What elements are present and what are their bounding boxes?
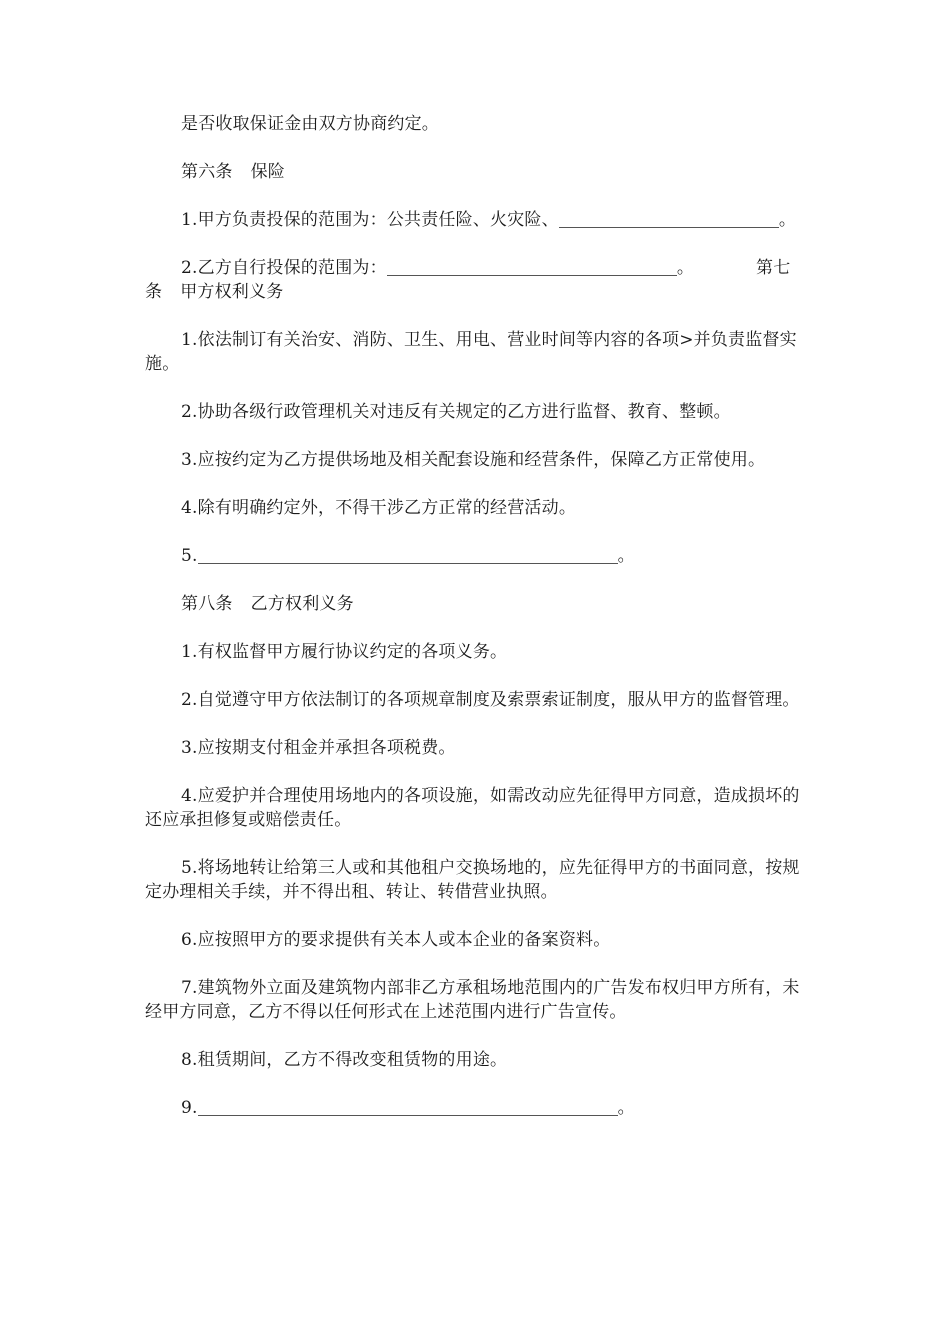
- article-7-item-1: 1.依法制订有关治安、消防、卫生、用电、营业时间等内容的各项>并负责监督实施。: [145, 330, 797, 374]
- article-8-item-7: 7.建筑物外立面及建筑物内部非乙方承租场地范围内的广告发布权归甲方所有，未经甲方同意，乙方不得以任何形式在上述范围内进行广告宣传。: [145, 978, 800, 1022]
- article-8-item-9-number: 9.: [181, 1098, 198, 1118]
- article-7-number-a: 第七: [756, 258, 791, 278]
- article-6-name: 保险: [250, 162, 286, 182]
- article-8-item-6: 6.应按照甲方的要求提供有关本人或本企业的备案资料。: [181, 930, 611, 950]
- article-7-item-5-end: 。: [617, 546, 635, 566]
- article-8-item-1: 1.有权监督甲方履行协议约定的各项义务。: [181, 642, 508, 662]
- article-8-item-5: 5.将场地转让给第三人或和其他租户交换场地的，应先征得甲方的书面同意，按规定办理相关手续，并不得出租、转让、转借营业执照。: [145, 858, 800, 902]
- article-7-item-4: 4.除有明确约定外，不得干涉乙方正常的经营活动。: [181, 498, 577, 518]
- article-7-item-5-number: 5.: [181, 546, 198, 566]
- article-6-item-2-text: 2.乙方自行投保的范围为：: [181, 258, 387, 278]
- article-8-item-2: 2.自觉遵守甲方依法制订的各项规章制度及索票索证制度，服从甲方的监督管理。: [181, 690, 800, 710]
- article-8-number: 第八条: [181, 594, 233, 614]
- blank-line: [198, 545, 618, 564]
- article-8-item-3: 3.应按期支付租金并承担各项税费。: [181, 738, 456, 758]
- article-7-item-2: 2.协助各级行政管理机关对违反有关规定的乙方进行监督、教育、整顿。: [181, 402, 731, 422]
- article-6-item-1: [145, 208, 805, 232]
- article-6-item-2-end: 。: [676, 258, 695, 278]
- article-8-name: 乙方权利义务: [250, 594, 354, 614]
- article-8-item-9: [145, 1096, 805, 1120]
- article-8-item-8: 8.租赁期间，乙方不得改变租赁物的用途。: [181, 1050, 508, 1070]
- article-7-item-3: 3.应按约定为乙方提供场地及相关配套设施和经营条件，保障乙方正常使用。: [181, 450, 766, 470]
- blank-line: [387, 257, 677, 276]
- article-7-number-b: 条: [145, 282, 163, 302]
- article-6-item-1-text: 1.甲方负责投保的范围为：公共责任险、火灾险、: [181, 210, 559, 230]
- article-8-heading: [145, 592, 805, 616]
- document-page: [145, 112, 805, 1144]
- blank-line: [559, 209, 779, 228]
- article-6-item-1-end: 。: [778, 210, 797, 230]
- article-8-item-4: 4.应爱护并合理使用场地内的各项设施，如需改动应先征得甲方同意，造成损坏的还应承担修复或赔偿责任。: [145, 786, 800, 830]
- article-6-number: 第六条: [181, 162, 233, 182]
- article-6-heading: [145, 160, 805, 184]
- blank-line: [198, 1097, 618, 1116]
- paragraph-deposit: 是否收取保证金由双方协商约定。: [181, 114, 439, 134]
- article-7-name: 甲方权利义务: [180, 282, 284, 302]
- article-6-item-2: [145, 256, 805, 304]
- article-7-item-5: [145, 544, 805, 568]
- article-8-item-9-end: 。: [617, 1098, 635, 1118]
